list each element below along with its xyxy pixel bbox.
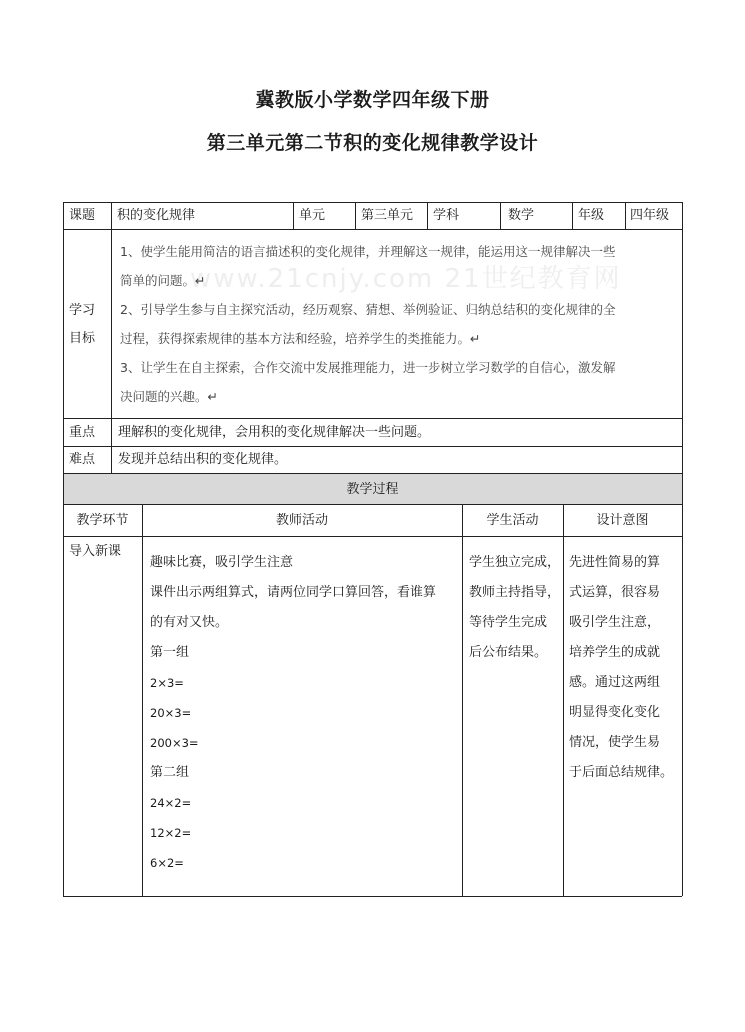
table-border-right [682,202,683,896]
intent-line: 吸引学生注意， [569,615,661,630]
teacher-line: 第二组 [150,765,190,780]
col-line [142,504,143,896]
process-header: 教学过程 [346,482,399,497]
equation: 200×3= [150,736,199,750]
goal-line: 1、使学生能用简洁的语言描述积的变化规律，并理解这一规律，能运用这一规律解决一些 [120,244,616,259]
intent-line: 情况，使学生易 [569,735,661,750]
table-border-left [63,202,64,896]
unit-label: 单元 [299,208,326,223]
goal-line: 简单的问题。↵ [120,273,206,288]
column-header-student: 学生活动 [486,513,539,528]
table-row-line [63,504,682,505]
goal-line: 3、让学生在自主探索，合作交流中发展推理能力，进一步树立学习数学的自信心，激发解 [120,360,616,375]
equation: 24×2= [150,796,192,810]
equation: 12×2= [150,826,192,840]
grade-value: 四年级 [630,208,670,223]
student-line: 教师主持指导， [469,585,561,600]
goals-label-line1: 学习 [69,303,96,318]
col-line [500,202,501,229]
watermark: www.21cnjy.com 21世纪教育网 [190,264,622,294]
teacher-line: 趣味比赛，吸引学生注意 [150,555,294,570]
goal-line: 决问题的兴趣。↵ [120,389,218,404]
col-line [293,202,294,229]
teacher-line: 课件出示两组算式，请两位同学口算回答，看谁算 [150,585,437,600]
col-line [355,202,356,229]
key-point-value: 理解积的变化规律，会用积的变化规律解决一些问题。 [118,425,431,440]
table-row-line [63,229,682,230]
goal-line: 2、引导学生参与自主探究活动，经历观察、猜想、举例验证、归纳总结积的变化规律的全 [120,302,616,317]
intent-line: 先进性简易的算 [569,555,661,570]
document-subtitle: 第三单元第二节积的变化规律教学设计 [206,132,539,154]
column-header-teacher: 教师活动 [275,513,328,528]
col-line [572,202,573,229]
key-point-label: 重点 [69,425,96,440]
student-activity [469,548,560,668]
unit-value: 第三单元 [361,208,414,223]
learning-goals [120,237,676,411]
table-row-line [63,446,682,447]
equation: 2×3= [150,676,184,690]
col-line [111,202,112,473]
table-row-line [63,536,682,537]
subject-label: 学科 [433,208,460,223]
col-line [563,504,564,896]
teacher-line: 第一组 [150,645,190,660]
column-header-intent: 设计意图 [596,513,649,528]
goals-label-line2: 目标 [69,331,96,346]
column-header-stage: 教学环节 [76,513,129,528]
table-row-line [63,418,682,419]
topic-value: 积的变化规律 [117,208,196,223]
table-border-bottom [63,896,682,897]
student-line: 学生独立完成， [469,555,561,570]
intent-line: 于后面总结规律。 [569,765,674,780]
table-row-line [63,473,682,474]
difficulty-label: 难点 [69,452,96,467]
intent-line: 明显得变化变化 [569,705,661,720]
teacher-line: 的有对又快。 [150,615,229,630]
table-border-top [63,202,682,203]
col-line [427,202,428,229]
student-line: 等待学生完成 [469,615,548,630]
student-line: 后公布结果。 [469,645,548,660]
design-intent [569,548,673,788]
equation: 6×2= [150,856,184,870]
intent-line: 式运算，很容易 [569,585,661,600]
col-line [625,202,626,229]
teacher-activity [150,548,436,878]
subject-value: 数学 [508,208,535,223]
goal-line: 过程，获得探索规律的基本方法和经验，培养学生的类推能力。↵ [120,331,481,346]
col-line [462,504,463,896]
equation: 20×3= [150,706,192,720]
stage-name: 导入新课 [69,544,122,559]
document-title: 冀教版小学数学四年级下册 [255,89,490,111]
topic-label: 课题 [69,208,96,223]
grade-label: 年级 [578,208,605,223]
difficulty-value: 发现并总结出积的变化规律。 [118,452,288,467]
intent-line: 培养学生的成就 [569,645,661,660]
intent-line: 感。通过这两组 [569,675,661,690]
